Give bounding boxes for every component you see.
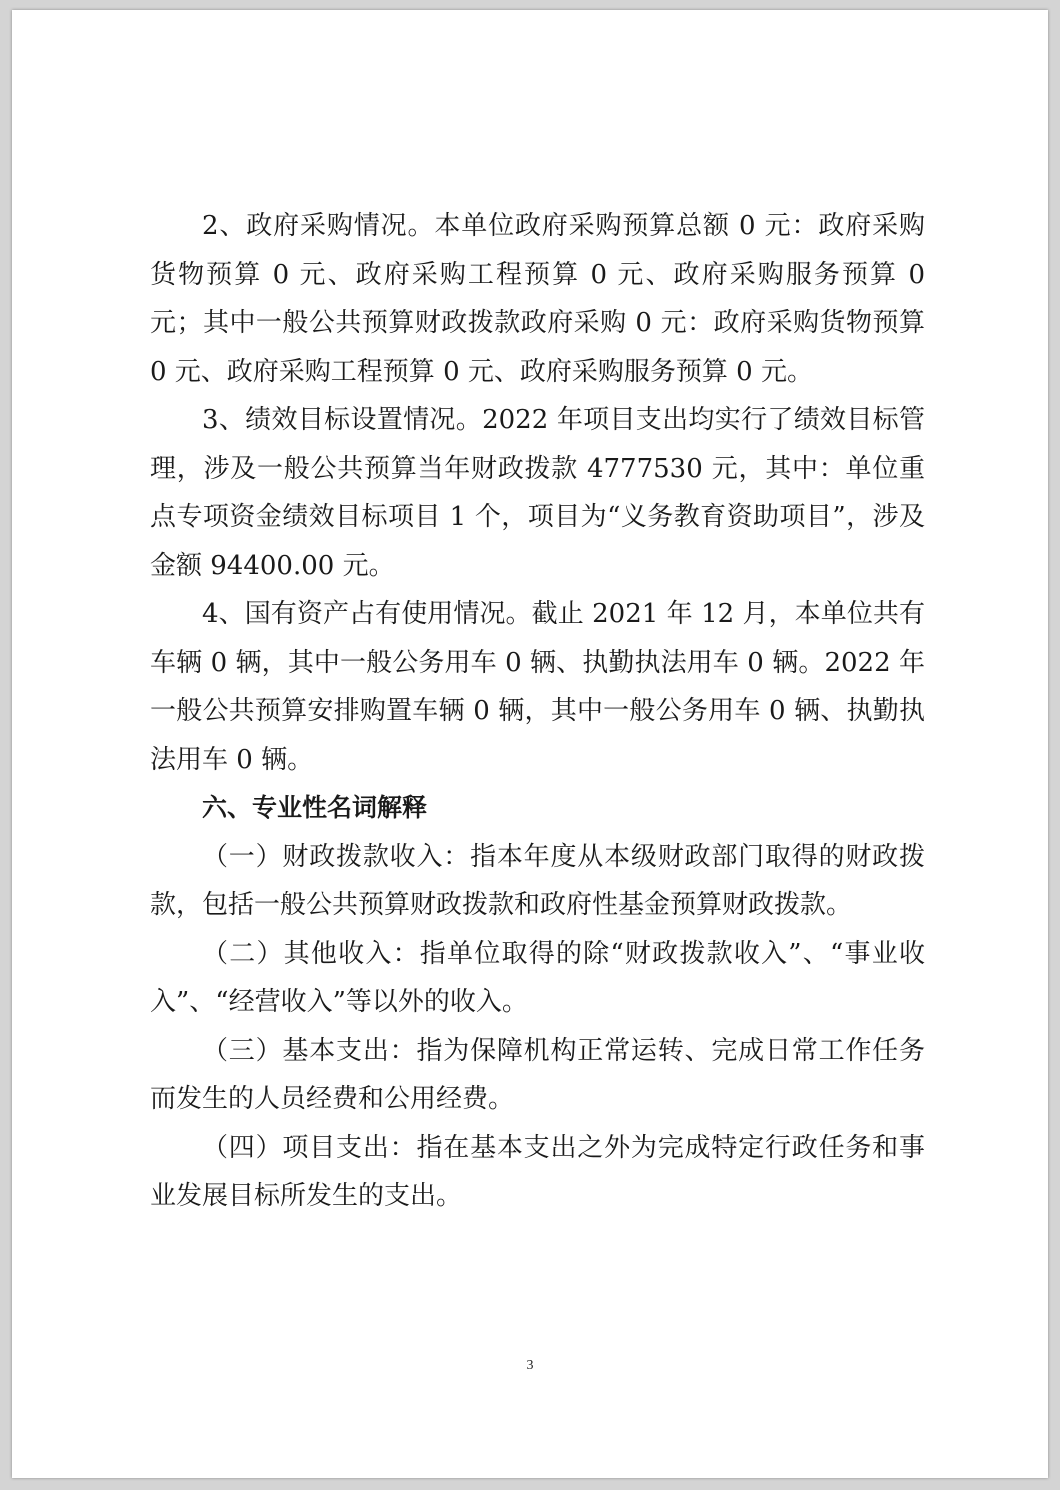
section-heading-terminology: 六、专业性名词解释 [202,793,428,822]
document-body [150,202,925,1221]
page-number: 3 [526,1358,534,1373]
definition-project-expenditure: （四）项目支出：指在基本支出之外为完成特定行政任务和事业发展目标所发生的支出。 [150,1132,925,1211]
paragraph-state-assets: 4、国有资产占有使用情况。截止 2021 年 12 月，本单位共有车辆 0 辆，其中一般公务用车 0 辆、执勤执法用车 0 辆。2022 年一般公共预算安排购置车辆 0 辆，其中一般公务用车 0 辆、执勤执法用车 0 辆。 [150,599,925,775]
paragraph-government-procurement: 2、政府采购情况。本单位政府采购预算总额 0 元：政府采购货物预算 0 元、政府采购工程预算 0 元、政府采购服务预算 0 元；其中一般公共预算财政拨款政府采购 0 元：政府采购货物预算 0 元、政府采购工程预算 0 元、政府采购服务预算 0 元。 [150,211,925,387]
paragraph-performance-targets: 3、绩效目标设置情况。2022 年项目支出均实行了绩效目标管理，涉及一般公共预算当年财政拨款 4777530 元，其中：单位重点专项资金绩效目标项目 1 个，项目为“义务教育资助项目”，涉及金额 94400.00 元。 [150,405,925,581]
definition-other-income: （二）其他收入：指单位取得的除“财政拨款收入”、“事业收入”、“经营收入”等以外的收入。 [150,938,925,1017]
definition-basic-expenditure: （三）基本支出：指为保障机构正常运转、完成日常工作任务而发生的人员经费和公用经费。 [150,1035,925,1114]
definition-fiscal-appropriation-income: （一）财政拨款收入：指本年度从本级财政部门取得的财政拨款，包括一般公共预算财政拨款和政府性基金预算财政拨款。 [150,841,925,920]
document-page [12,10,1048,1478]
